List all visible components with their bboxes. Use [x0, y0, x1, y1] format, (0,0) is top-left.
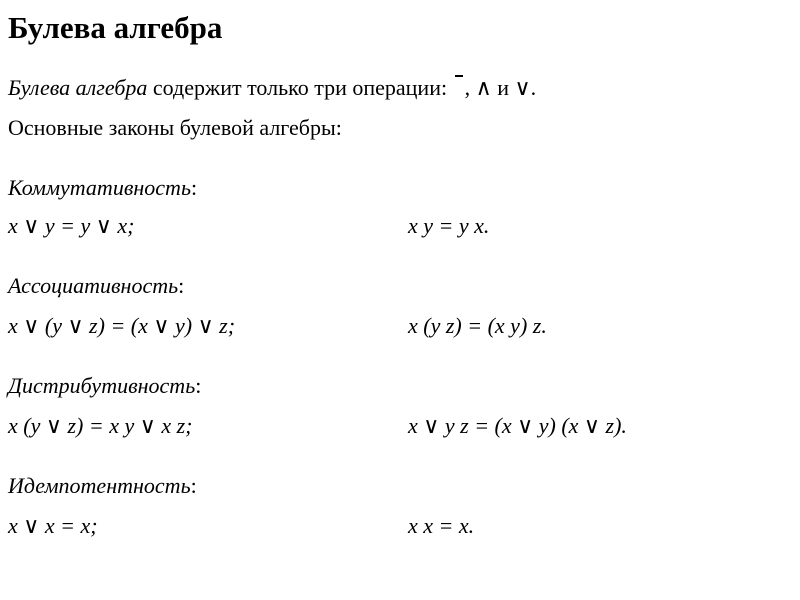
intro-subtitle: Основные законы булевой алгебры:	[8, 115, 342, 140]
law-distributivity-title	[8, 373, 201, 399]
law-idempotence-title	[8, 473, 197, 499]
law-name: Идемпотентность	[8, 473, 191, 498]
intro-ops: , ∧ и ∨.	[464, 75, 537, 100]
law-associativity-title	[8, 273, 184, 299]
law-colon: :	[195, 373, 202, 398]
law-colon: :	[190, 473, 197, 498]
law-colon: :	[190, 175, 198, 200]
law-idempotence-conjunction: x x = x.	[408, 513, 475, 538]
law-idempotence-disjunction: x ∨ x = x;	[8, 513, 98, 538]
intro-line	[8, 75, 536, 101]
intro-text: содержит только три операции:	[147, 75, 453, 100]
page-title: Булева алгебра	[8, 10, 223, 45]
law-distributivity-disjunction: x ∨ y z = (x ∨ y) (x ∨ z).	[408, 413, 627, 438]
intro-term: Булева алгебра	[8, 75, 148, 100]
law-commutativity-conjunction: x y = y x.	[408, 213, 490, 238]
law-name: Коммутативность	[8, 175, 191, 200]
law-commutativity-disjunction: x ∨ y = y ∨ x;	[8, 213, 135, 238]
law-name: Дистрибутивность	[8, 373, 196, 398]
negation-symbol-icon	[453, 75, 465, 97]
law-commutativity-title	[8, 175, 197, 201]
law-associativity-conjunction: x (y z) = (x y) z.	[408, 313, 547, 338]
law-distributivity-conjunction: x (y ∨ z) = x y ∨ x z;	[8, 413, 193, 438]
law-name: Ассоциативность	[8, 273, 179, 298]
law-colon: :	[178, 273, 185, 298]
law-associativity-disjunction: x ∨ (y ∨ z) = (x ∨ y) ∨ z;	[8, 313, 236, 338]
